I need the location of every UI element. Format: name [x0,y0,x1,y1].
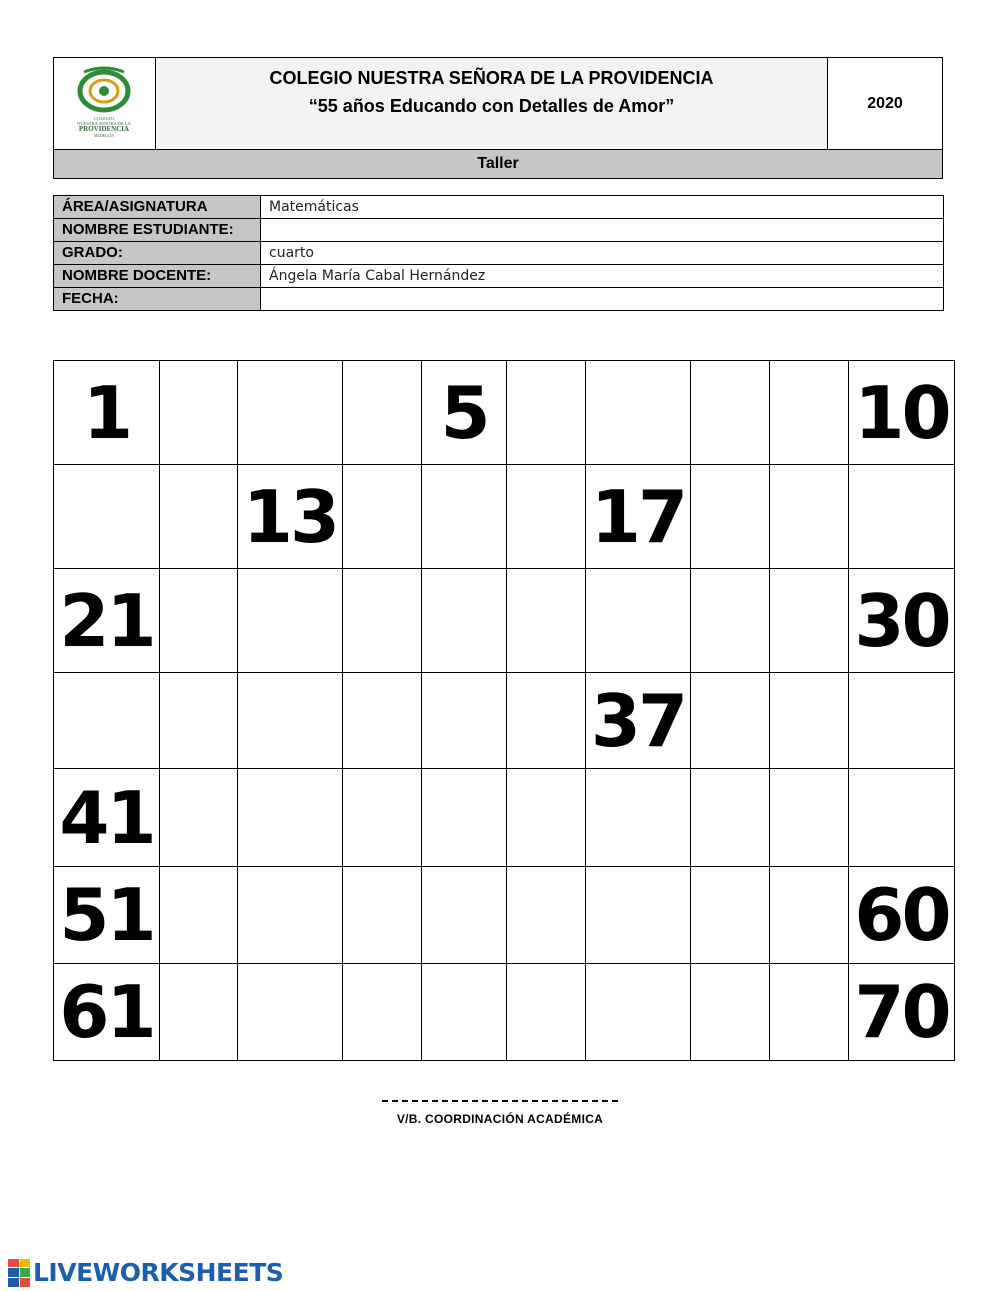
grid-blank-cell[interactable] [422,569,507,673]
grid-blank-cell[interactable] [770,569,849,673]
info-label: NOMBRE DOCENTE: [54,265,261,288]
grid-blank-cell[interactable] [507,361,586,465]
school-motto: “55 años Educando con Detalles de Amor” [308,96,675,116]
info-row [54,265,944,288]
grid-blank-cell[interactable] [160,465,238,569]
grid-blank-cell[interactable] [422,465,507,569]
grid-blank-cell[interactable] [691,867,770,964]
grid-blank-cell[interactable] [238,867,343,964]
info-label: GRADO: [54,242,261,265]
grid-number-cell: 1 [54,361,160,465]
grid-number-cell: 61 [54,964,160,1061]
school-logo [54,58,154,150]
grid-number-cell: 17 [586,465,691,569]
grid-blank-cell[interactable] [849,673,955,769]
school-name: COLEGIO NUESTRA SEÑORA DE LA PROVIDENCIA [269,68,714,88]
grid-blank-cell[interactable] [422,769,507,867]
grid-blank-cell[interactable] [586,867,691,964]
info-table [53,195,944,311]
grid-blank-cell[interactable] [770,673,849,769]
grid-number-cell: 30 [849,569,955,673]
grid-blank-cell[interactable] [160,964,238,1061]
grid-blank-cell[interactable] [507,569,586,673]
grid-blank-cell[interactable] [507,769,586,867]
grid-blank-cell[interactable] [238,673,343,769]
grid-blank-cell[interactable] [849,769,955,867]
grid-blank-cell[interactable] [160,361,238,465]
grid-blank-cell[interactable] [160,867,238,964]
grid-row [54,569,955,673]
grid-blank-cell[interactable] [343,361,422,465]
grid-blank-cell[interactable] [586,769,691,867]
grid-blank-cell[interactable] [691,361,770,465]
grid-number-cell: 51 [54,867,160,964]
grid-blank-cell[interactable] [238,361,343,465]
grid-blank-cell[interactable] [586,361,691,465]
logo-text-4: MEDELLÍN [93,133,115,138]
grid-blank-cell[interactable] [238,769,343,867]
grid-blank-cell[interactable] [849,465,955,569]
grid-blank-cell[interactable] [343,769,422,867]
grid-blank-cell[interactable] [343,465,422,569]
grid-row [54,867,955,964]
document-header [53,57,943,179]
grid-row [54,673,955,769]
grid-row [54,361,955,465]
brand-name: LIVEWORKSHEETS [33,1258,284,1287]
info-label: NOMBRE ESTUDIANTE: [54,219,261,242]
signature-line [382,1100,618,1102]
info-value: Matemáticas [261,196,944,219]
signature-label: V/B. COORDINACIÓN ACADÉMICA [396,1112,604,1126]
grid-blank-cell[interactable] [691,673,770,769]
signature-block [380,1100,620,1126]
grid-blank-cell[interactable] [507,465,586,569]
logo-text-3: PROVIDENCIA [78,125,130,133]
info-row [54,242,944,265]
info-value: cuarto [261,242,944,265]
grid-number-cell: 70 [849,964,955,1061]
grid-number-cell: 60 [849,867,955,964]
grid-blank-cell[interactable] [422,964,507,1061]
grid-row [54,465,955,569]
grid-number-cell: 5 [422,361,507,465]
grid-row [54,769,955,867]
grid-blank-cell[interactable] [770,465,849,569]
grid-blank-cell[interactable] [691,465,770,569]
grid-blank-cell[interactable] [770,361,849,465]
grid-blank-cell[interactable] [770,964,849,1061]
date-field[interactable] [261,288,944,311]
grid-blank-cell[interactable] [343,569,422,673]
grid-blank-cell[interactable] [160,769,238,867]
logo-text-1: COLEGIO [94,116,114,121]
school-logo-cell [54,58,156,150]
year: 2020 [867,95,903,112]
logo-text-2: NUESTRA SEÑORA DE LA [77,121,131,126]
grid-blank-cell[interactable] [343,964,422,1061]
info-row [54,288,944,311]
grid-blank-cell[interactable] [343,673,422,769]
section-title: Taller [53,149,943,179]
grid-number-cell: 21 [54,569,160,673]
grid-blank-cell[interactable] [507,673,586,769]
grid-number-cell: 37 [586,673,691,769]
grid-blank-cell[interactable] [586,569,691,673]
grid-blank-cell[interactable] [343,867,422,964]
grid-blank-cell[interactable] [691,769,770,867]
grid-blank-cell[interactable] [770,769,849,867]
grid-blank-cell[interactable] [238,569,343,673]
header-top-row [53,57,943,150]
grid-blank-cell[interactable] [160,569,238,673]
grid-blank-cell[interactable] [54,465,160,569]
info-value: Ángela María Cabal Hernández [261,265,944,288]
info-label: FECHA: [54,288,261,311]
grid-blank-cell[interactable] [691,964,770,1061]
grid-blank-cell[interactable] [770,867,849,964]
grid-row [54,964,955,1061]
grid-number-cell: 41 [54,769,160,867]
info-label: ÁREA/ASIGNATURA [54,196,261,219]
school-title-cell [156,58,828,150]
grid-blank-cell[interactable] [238,964,343,1061]
info-row [54,196,944,219]
grid-blank-cell[interactable] [422,867,507,964]
liveworksheets-logo-icon [8,1259,30,1287]
grid-blank-cell[interactable] [507,964,586,1061]
grid-blank-cell[interactable] [54,673,160,769]
grid-blank-cell[interactable] [691,569,770,673]
liveworksheets-brand[interactable] [8,1258,283,1287]
student-name-field[interactable] [261,219,944,242]
grid-blank-cell[interactable] [507,867,586,964]
number-grid [53,360,955,1061]
info-row [54,219,944,242]
grid-number-cell: 13 [238,465,343,569]
grid-blank-cell[interactable] [160,673,238,769]
grid-blank-cell[interactable] [422,673,507,769]
grid-number-cell: 10 [849,361,955,465]
grid-blank-cell[interactable] [586,964,691,1061]
